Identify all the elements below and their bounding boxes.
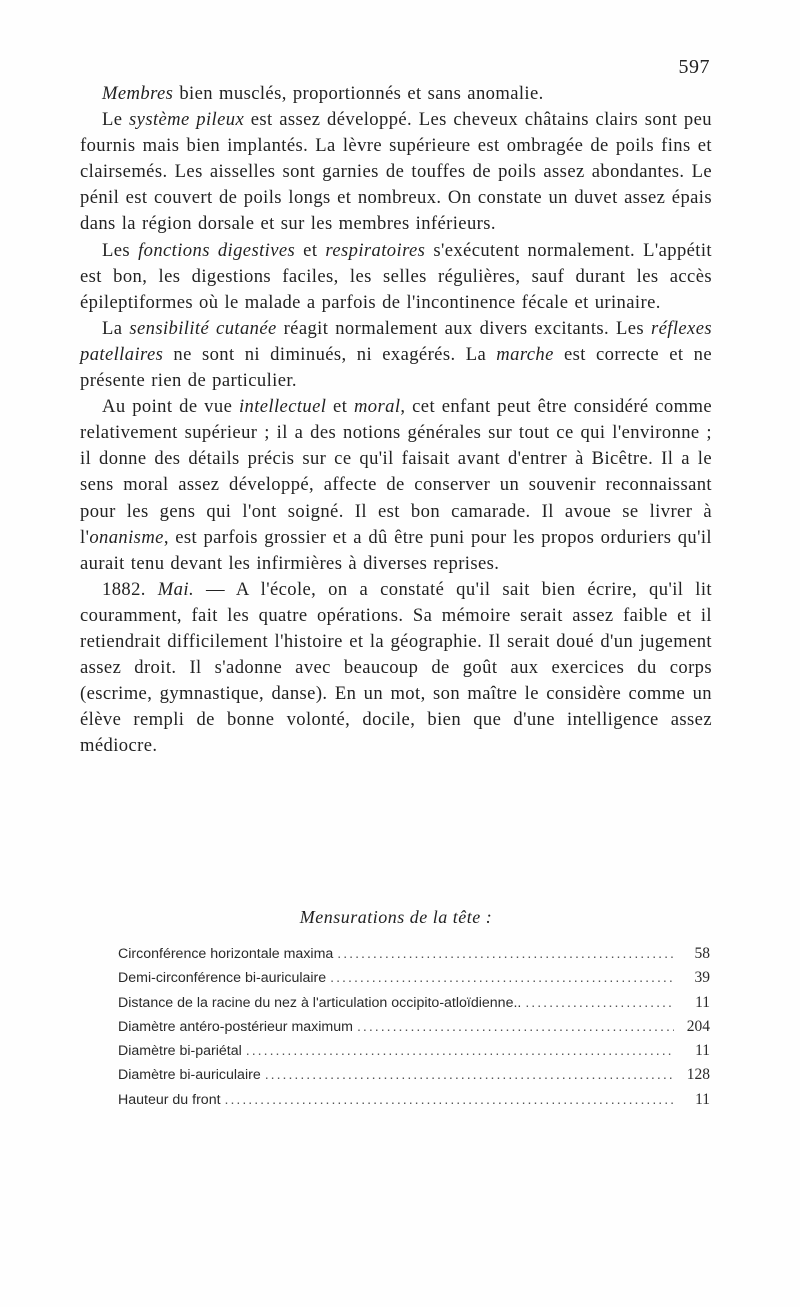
leader-dots bbox=[337, 946, 674, 962]
text-run: bien musclés, proportionnés et sans anomalie. bbox=[173, 83, 544, 104]
text-run: réagit normalement aux divers excitants. Les bbox=[276, 317, 651, 339]
text-run: , cet enfant peut être considéré comme relativement supérieur ; il a des notions générales sur tout ce qui l'environne ; il donne des détails précis sur ce qu'il faisait avant d'entrer à Bicêtre. Il a le sens moral assez développé, affecte de conserver un souvenir reconnaissant pour les gens qui l'ont soigné. Il est bon camarade. Il avoue se livrer à l' bbox=[80, 396, 713, 548]
measurement-row bbox=[118, 969, 710, 993]
measurement-label: Diamètre bi-auriculaire bbox=[118, 1067, 261, 1084]
paragraph bbox=[80, 394, 712, 577]
measurements-heading: Mensurations de la tête : bbox=[299, 907, 493, 927]
page-number: 597 bbox=[678, 56, 710, 78]
leader-dots bbox=[357, 1019, 674, 1035]
measurement-value: 39 bbox=[694, 969, 710, 987]
italic-term: Mai. bbox=[157, 578, 194, 600]
measurement-label: Demi-circonférence bi-auriculaire bbox=[118, 970, 327, 987]
text-run: est correcte et ne présente rien de particulier. bbox=[80, 343, 712, 392]
paragraph bbox=[80, 81, 712, 107]
text-run: — A l'école, on a constaté qu'il sait bien écrire, qu'il lit couramment, fait les quatre opérations. Sa mémoire serait assez faible et il retiendrait difficilement l'histoire et la géographie. Il serait doué d'un jugement assez droit. Il s'adonne avec beaucoup de goût aux exercices du corps (escrime, gymnastique, danse). En un mot, son maître le considère comme un élève rempli de bonne volonté, docile, bien que d'une intelligence assez médiocre. bbox=[80, 578, 712, 757]
italic-term: marche bbox=[496, 343, 554, 365]
italic-term: onanisme bbox=[89, 526, 164, 548]
paragraph bbox=[80, 107, 712, 237]
italic-term: système pileux bbox=[129, 109, 245, 131]
measurement-row bbox=[118, 945, 710, 969]
measurement-value: 128 bbox=[686, 1066, 710, 1084]
measurement-row bbox=[118, 994, 710, 1018]
paragraph bbox=[80, 238, 712, 316]
italic-term: fonctions digestives bbox=[138, 239, 296, 261]
measurement-value: 58 bbox=[694, 945, 710, 962]
text-run: s'exécutent normalement. L'appétit est bon, les digestions faciles, les selles régulières, sauf durant les accès épileptiformes où le malade a parfois de l'incontinence fécale et urinaire. bbox=[80, 239, 712, 313]
leader-dots bbox=[330, 970, 674, 986]
text-run: est assez développé. Les cheveux châtains clairs sont peu fournis mais bien implantés. La lèvre supérieure est ombragée de poils fins et clairsemés. Les aisselles sont garnies de touffes de poils assez abondantes. Le pénil est couvert de poils longs et nombreux. On constate un duvet assez épais dans la région dorsale et sur les membres inférieurs. bbox=[80, 109, 712, 235]
measurement-label: Distance de la racine du nez à l'articulation occipito-atloïdienne.. bbox=[118, 994, 522, 1011]
text-run: ne sont ni diminués, ni exagérés. La bbox=[163, 343, 497, 365]
measurement-label: Circonférence horizontale maxima bbox=[118, 946, 334, 962]
text-run: Le bbox=[102, 109, 130, 131]
leader-dots bbox=[225, 1092, 674, 1108]
leader-dots bbox=[525, 995, 674, 1011]
text-run: 1882. bbox=[102, 578, 158, 600]
measurement-value: 204 bbox=[686, 1017, 710, 1035]
measurement-row bbox=[118, 1018, 710, 1042]
italic-term: respiratoires bbox=[325, 239, 426, 261]
measurement-value: 11 bbox=[695, 993, 710, 1011]
text-run: et bbox=[326, 396, 354, 418]
measurement-value: 11 bbox=[695, 1090, 710, 1108]
measurement-row bbox=[118, 1042, 710, 1066]
leader-dots bbox=[246, 1043, 674, 1059]
text-run: Au point de vue bbox=[102, 396, 239, 418]
italic-term: intellectuel bbox=[238, 396, 327, 418]
text-run: , est parfois grossier et a dû être puni pour les propos orduriers qu'il aurait tenu devant les infirmières à diverses reprises. bbox=[80, 526, 712, 574]
measurement-row bbox=[118, 1066, 710, 1090]
measurements-table bbox=[118, 945, 710, 1115]
italic-term: Membres bbox=[102, 83, 174, 104]
measurement-label: Hauteur du front bbox=[118, 1091, 221, 1108]
leader-dots bbox=[265, 1067, 674, 1083]
paragraph bbox=[80, 316, 712, 394]
italic-term: réflexes patellaires bbox=[80, 317, 712, 365]
italic-term: moral bbox=[353, 396, 401, 418]
text-run: Les bbox=[102, 239, 139, 261]
measurement-row bbox=[118, 1091, 710, 1115]
italic-term: sensibilité cutanée bbox=[129, 317, 277, 339]
body-text bbox=[80, 81, 712, 759]
text-run: et bbox=[295, 239, 326, 261]
paragraph bbox=[80, 577, 712, 760]
text-run: La bbox=[102, 317, 130, 339]
measurement-value: 11 bbox=[695, 1042, 710, 1060]
measurement-label: Diamètre bi-pariétal bbox=[118, 1043, 242, 1060]
measurement-label: Diamètre antéro-postérieur maximum bbox=[118, 1018, 353, 1035]
